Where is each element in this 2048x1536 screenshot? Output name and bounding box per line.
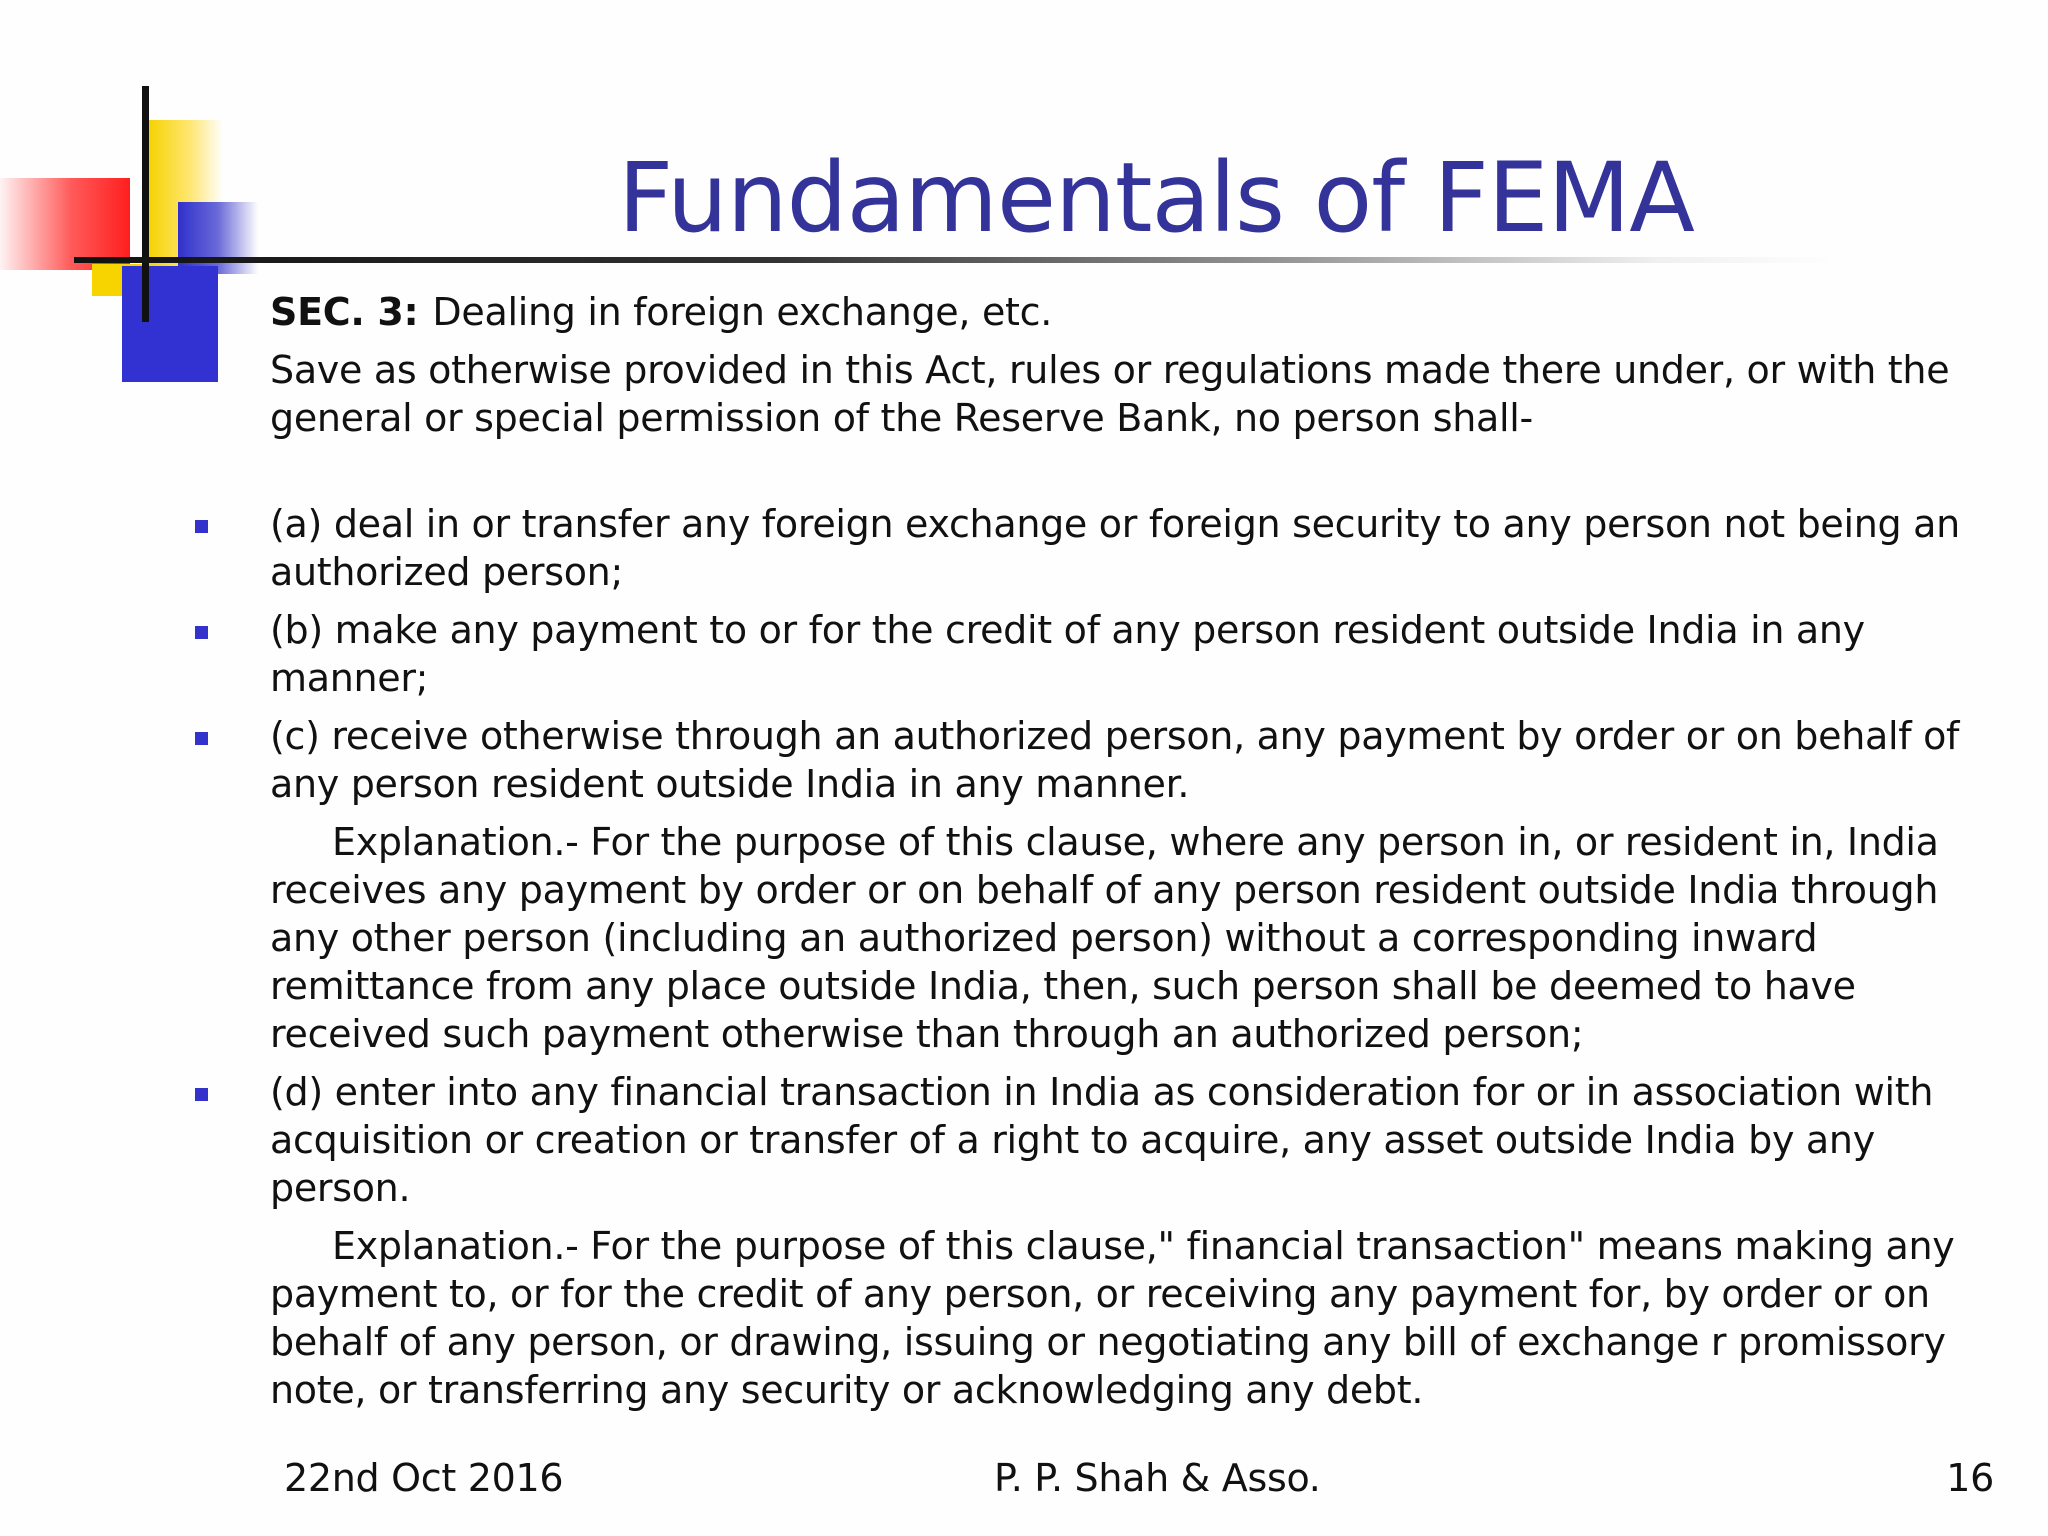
bullet-square-icon [195,1088,208,1101]
page-number: 16 [1946,1456,1994,1500]
footer-date: 22nd Oct 2016 [284,1456,564,1500]
clause-d [270,1068,1980,1212]
decorative-vertical-line [142,86,149,322]
decorative-blue-block [122,266,218,382]
decorative-blue-gradient-block [178,202,258,274]
clause-b [270,606,1980,702]
intro-paragraph: Save as otherwise provided in this Act, rules or regulations made there under, or with the general or special permission of the Reserve Bank, no person shall- [270,348,1950,440]
clause-text: (b) make any payment to or for the credit of any person resident outside India in any manner; [270,608,1865,700]
section-title: Dealing in foreign exchange, etc. [432,290,1052,334]
bullet-square-icon [195,520,208,533]
section-label: SEC. 3: [270,290,419,334]
clause-c-explanation: Explanation.- For the purpose of this clause, where any person in, or resident in, India receives any payment by order or on behalf of any person resident outside India through any other person (including an authorized person) without a corresponding inward remittance from any place outside India, then, such person shall be deemed to have received such payment otherwise than through an authorized person; [270,820,1939,1056]
clause-a [270,500,1980,596]
title-underline [74,257,1834,263]
slide-title: Fundamentals of FEMA [618,142,1694,254]
bullet-square-icon [195,732,208,745]
clause-text: (d) enter into any financial transaction in India as consideration for or in association with acquisition or creation or transfer of a right to acquire, any asset outside India by any person. [270,1070,1934,1210]
clause-c [270,712,1980,808]
clause-text: (a) deal in or transfer any foreign exchange or foreign security to any person not being an authorized person; [270,502,1960,594]
clause-text: (c) receive otherwise through an authorized person, any payment by order or on behalf of any person resident outside India in any manner. [270,714,1960,806]
footer-author: P. P. Shah & Asso. [994,1456,1321,1500]
clause-d-explanation: Explanation.- For the purpose of this clause," financial transaction" means making any payment to, or for the credit of any person, or receiving any payment for, by order or on behalf of any person, or drawing, issuing or negotiating any bill of exchange r promissory note, or transferring any security or acknowledging any debt. [270,1224,1955,1412]
section-heading [270,288,1980,336]
slide-body [270,288,1980,1424]
bullet-square-icon [195,626,208,639]
